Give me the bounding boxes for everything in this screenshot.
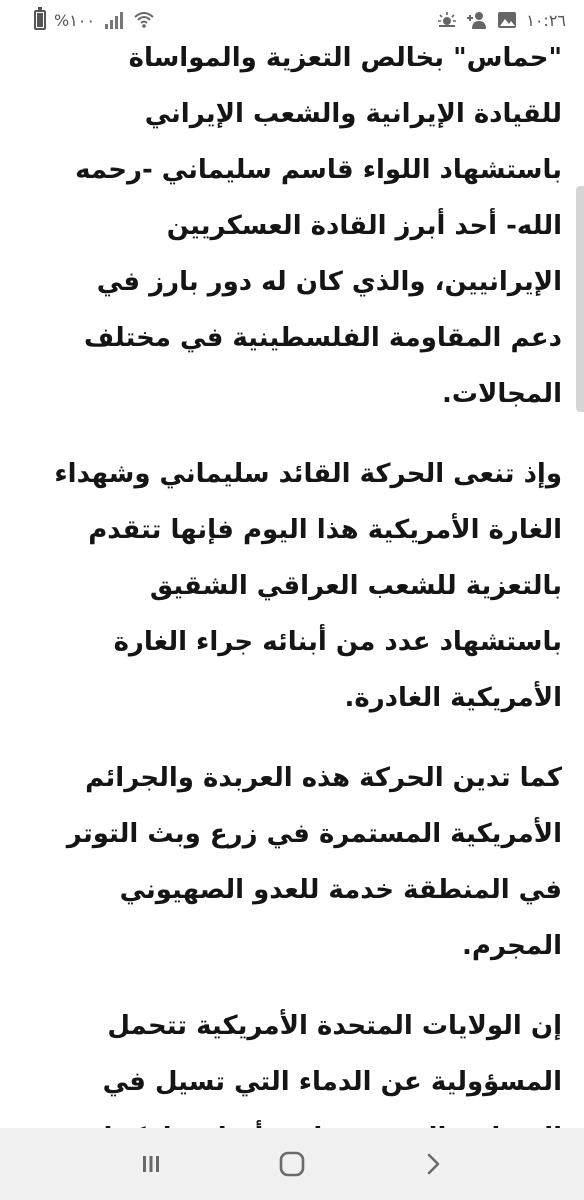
text-line: الأمريكية الغادرة. (344, 683, 562, 713)
recent-apps-icon (137, 1150, 165, 1178)
clock: ١٠:٢٦ (526, 10, 566, 30)
text-line: الإيرانيين، والذي كان له دور بارز في (96, 267, 562, 297)
text-line: باستشهاد اللواء قاسم سليماني -رحمه (75, 155, 562, 185)
back-icon (419, 1150, 447, 1178)
text-line: إن الولايات المتحدة الأمريكية تتحمل (107, 1011, 562, 1041)
navigation-bar (0, 1128, 584, 1200)
home-icon (277, 1149, 307, 1179)
add-contact-icon (466, 9, 488, 31)
paragraph-3 (24, 750, 562, 974)
text-line: بالتعزية للشعب العراقي الشقيق (149, 571, 562, 601)
text-line: المجالات. (442, 379, 562, 409)
text-line: الغارة الأمريكية هذا اليوم فإنها تتقدم (88, 515, 562, 545)
home-button[interactable] (262, 1134, 322, 1194)
recent-apps-button[interactable] (121, 1134, 181, 1194)
text-line: في المنطقة خدمة للعدو الصهيوني (119, 875, 562, 905)
text-line: الأمريكية المستمرة في زرع وبث التوتر (66, 819, 562, 849)
signal-icon (103, 9, 125, 31)
text-line: "حماس" بخالص التعزية والمواساة (128, 43, 562, 73)
text-line: للقيادة الإيرانية والشعب الإيراني (144, 99, 562, 129)
text-line: باستشهاد عدد من أبنائه جراء الغارة (113, 627, 562, 657)
back-button[interactable] (403, 1134, 463, 1194)
wifi-icon (133, 9, 155, 31)
gallery-icon (496, 9, 518, 31)
paragraph-2 (24, 446, 562, 726)
status-bar-right (436, 9, 566, 31)
text-line: دعم المقاومة الفلسطينية في مختلف (83, 323, 562, 353)
weather-icon (436, 9, 458, 31)
status-bar-left (34, 9, 155, 31)
text-line: الله- أحد أبرز القادة العسكريين (166, 211, 562, 241)
text-line: كما تدين الحركة هذه العربدة والجرائم (85, 763, 562, 793)
battery-level (37, 13, 43, 27)
article-body (0, 38, 584, 1128)
paragraph-1 (24, 30, 562, 422)
text-line: وإذ تنعى الحركة القائد سليماني وشهداء (54, 459, 562, 489)
battery-percent: %١٠٠ (54, 10, 95, 30)
battery-icon (34, 10, 46, 30)
text-line: المسؤولية عن الدماء التي تسيل في (102, 1067, 562, 1097)
text-line: المجرم. (462, 931, 562, 961)
